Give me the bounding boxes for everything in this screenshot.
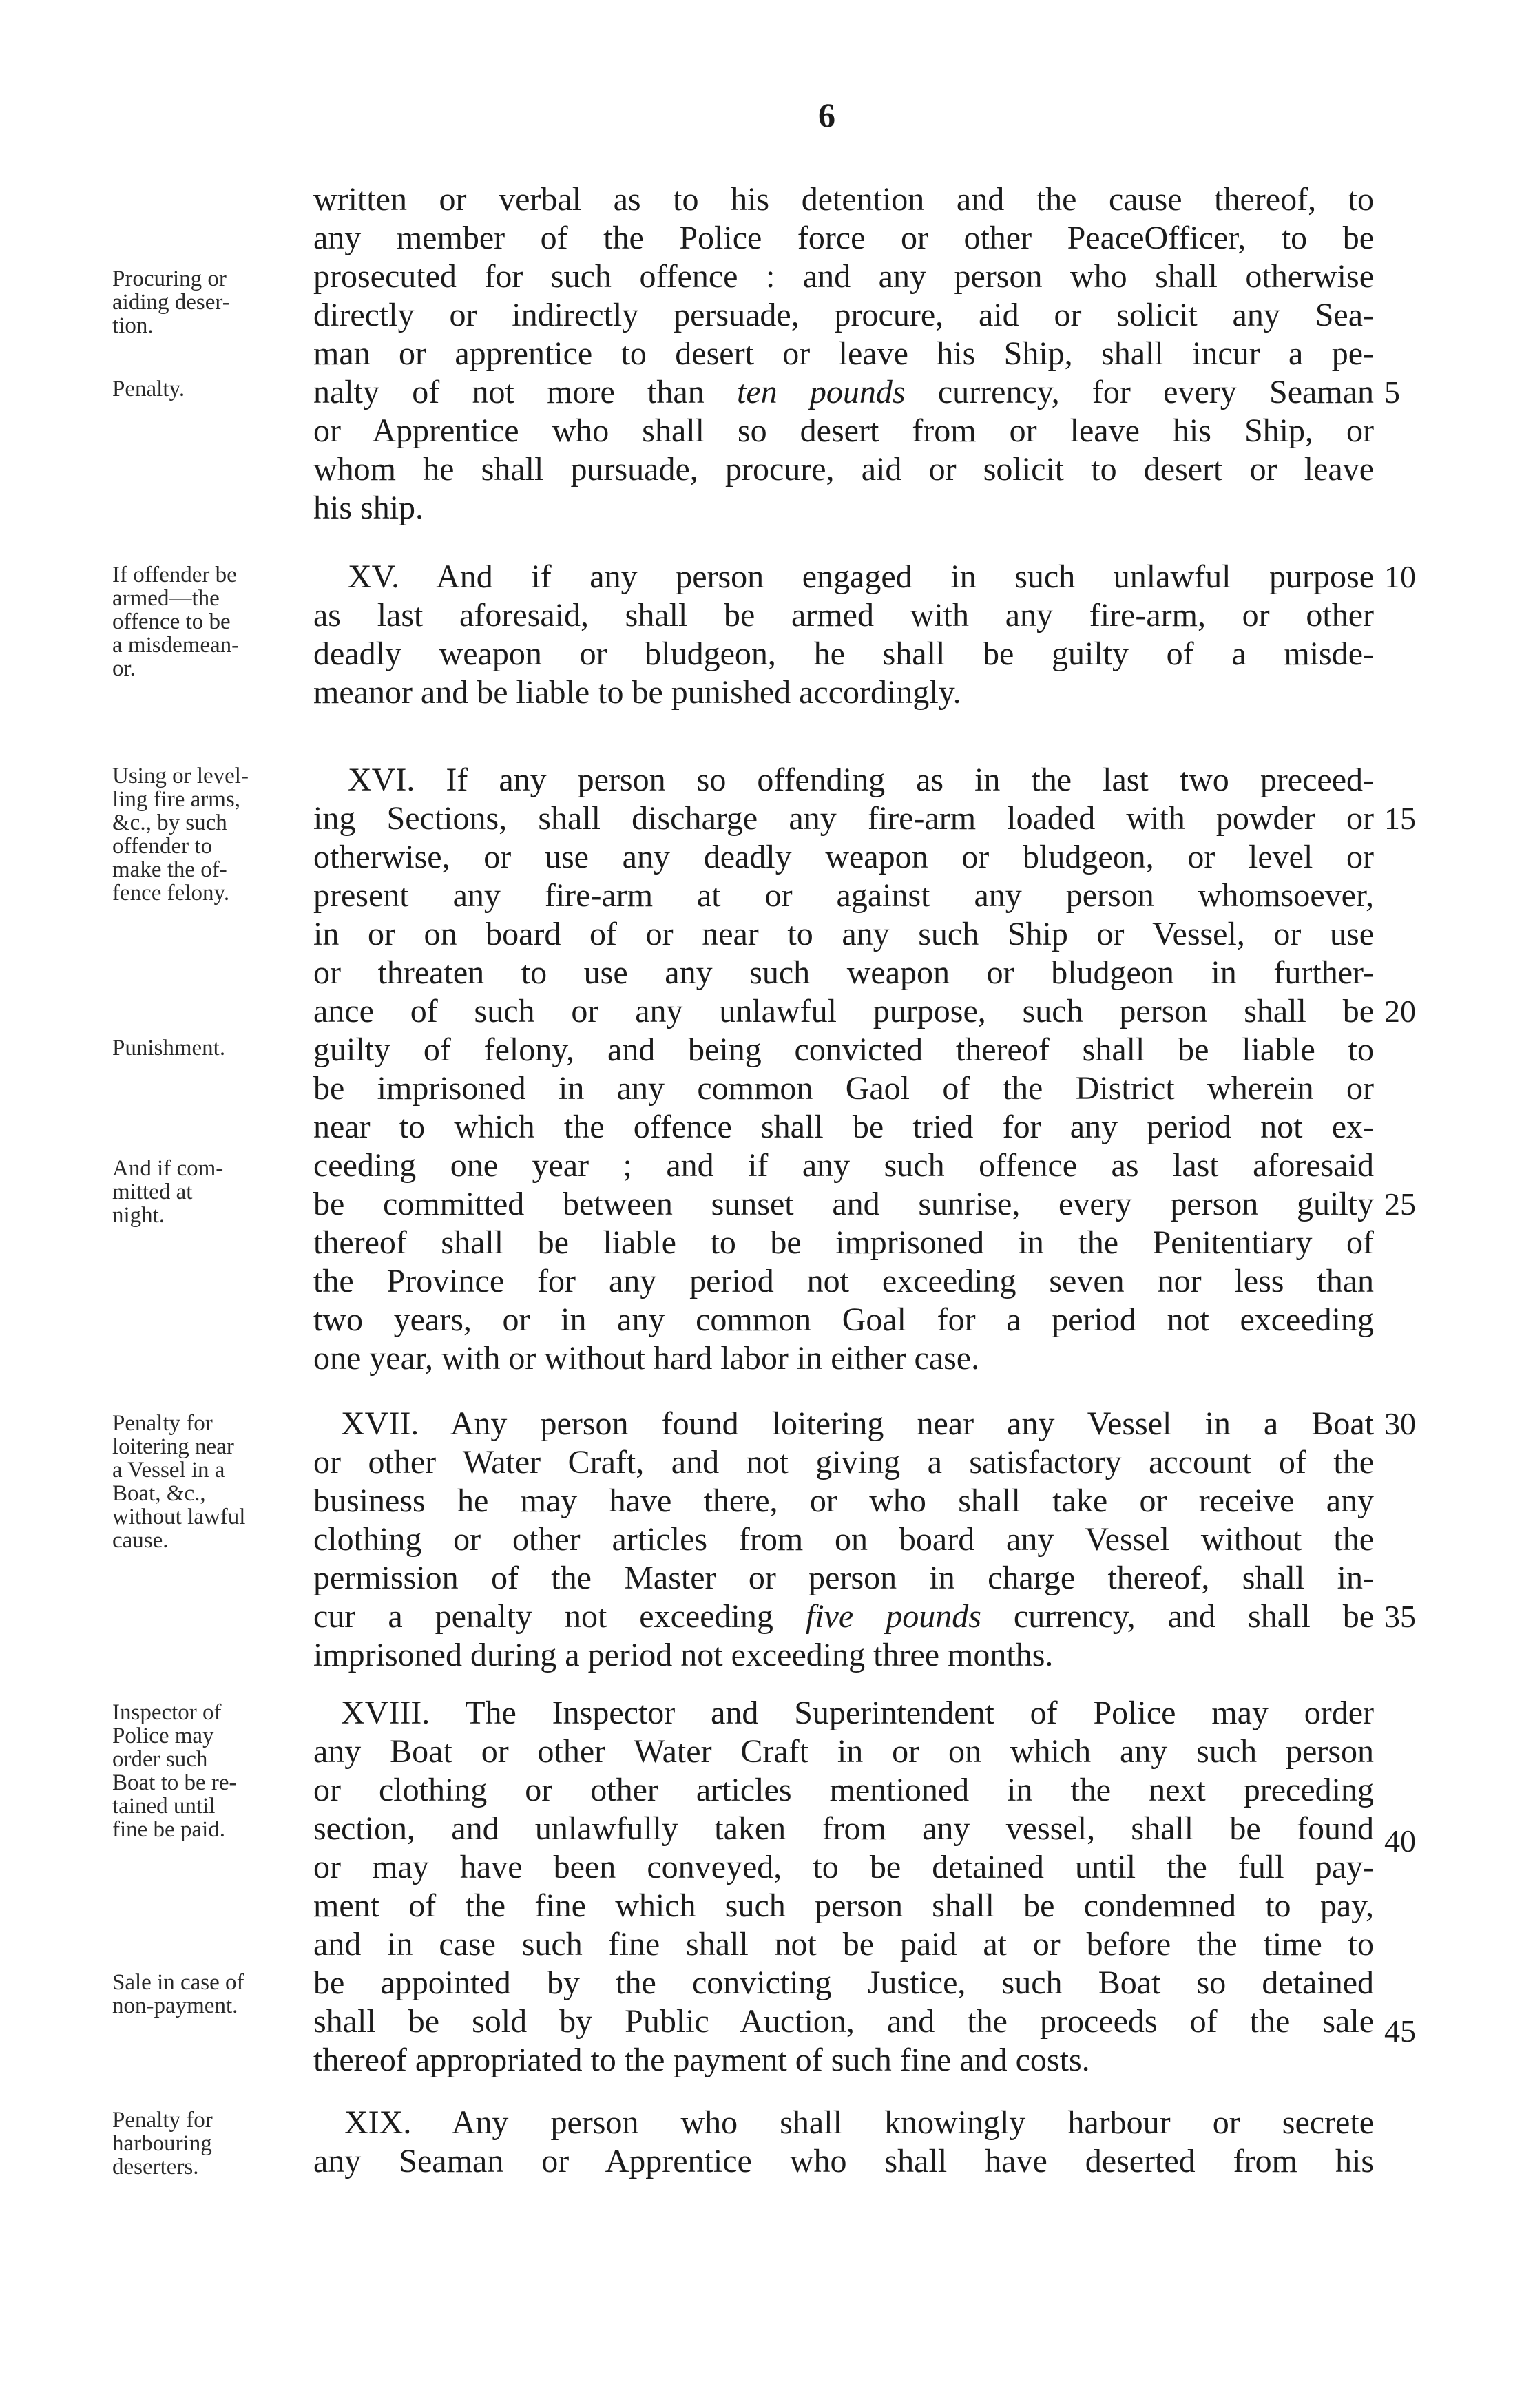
note-line: Using or level- [112, 764, 249, 788]
note-line: loitering near [112, 1434, 234, 1459]
marginal-note [112, 1701, 309, 1841]
note-line: Penalty for [112, 1411, 213, 1436]
note-line: without lawful [112, 1505, 246, 1529]
section-heading-line: XVII. Any person found loitering near any Vessel in a Boat [341, 1405, 1374, 1442]
note-line: make the of- [112, 857, 227, 882]
text-segment: cur a penalty not exceeding [313, 1598, 806, 1635]
text-line: ance of such or any unlawful purpose, such person shall be [313, 993, 1374, 1029]
marginal-note [112, 563, 309, 680]
marginal-note [112, 2108, 309, 2179]
note-line: harbouring [112, 2131, 212, 2156]
text-segment: currency, and shall be [981, 1598, 1374, 1635]
line-number: 30 [1384, 1406, 1416, 1441]
text-line: directly or indirectly persuade, procure, aid or solicit any Sea- [313, 297, 1374, 333]
text-line [313, 373, 1374, 412]
text-line: clothing or other articles from on board any Vessel without the [313, 1521, 1374, 1558]
marginal-note [112, 1036, 309, 1060]
page-number: 6 [818, 96, 835, 134]
text-line: ing Sections, shall discharge any fire-arm loaded with powder or [313, 800, 1374, 837]
line-number: 10 [1384, 559, 1416, 594]
line-number: 5 [1384, 375, 1400, 410]
marginal-note [112, 764, 309, 905]
note-line: ling fire arms, [112, 787, 241, 812]
note-line: Inspector of [112, 1700, 222, 1725]
text-line: business he may have there, or who shall take or receive any [313, 1483, 1374, 1519]
note-line: Boat, &c., [112, 1481, 206, 1506]
text-line: thereof shall be liable to be imprisoned in the Penitentiary of [313, 1224, 1374, 1261]
text-line: the Province for any period not exceeding seven nor less than [313, 1263, 1374, 1299]
text-line: permission of the Master or person in charge thereof, shall in- [313, 1560, 1374, 1596]
section-heading-line: XV. And if any person engaged in such unlawful purpose [348, 558, 1374, 595]
text-line: one year, with or without hard labor in either case. [313, 1340, 980, 1376]
text-line: ment of the fine which such person shall be condemned to pay, [313, 1887, 1374, 1924]
note-line: Penalty for [112, 2108, 213, 2133]
text-line: ceeding one year ; and if any such offence as last aforesaid [313, 1147, 1374, 1184]
note-line: Sale in case of [112, 1970, 244, 1995]
text-line: be imprisoned in any common Gaol of the District wherein or [313, 1070, 1374, 1107]
text-line: shall be sold by Public Auction, and the proceeds of the sale [313, 2003, 1374, 2040]
marginal-note [112, 1157, 309, 1227]
line-number: 35 [1384, 1599, 1416, 1634]
note-line: mitted at [112, 1180, 193, 1204]
text-line: man or apprentice to desert or leave his Ship, shall incur a pe- [313, 335, 1374, 372]
note-line: Punishment. [112, 1036, 226, 1060]
text-line: guilty of felony, and being convicted thereof shall be liable to [313, 1032, 1374, 1068]
text-line: or Apprentice who shall so desert from or leave his Ship, or [313, 412, 1374, 449]
marginal-note [112, 1971, 309, 2018]
line-number: 40 [1384, 1823, 1416, 1859]
text-line: be committed between sunset and sunrise, every person guilty [313, 1186, 1374, 1222]
italic-amount: ten pounds [736, 374, 906, 410]
marginal-note [112, 1412, 309, 1552]
note-line: If offender be [112, 563, 237, 587]
text-line: in or on board of or near to any such Ship or Vessel, or use [313, 916, 1374, 952]
note-line: And if com- [112, 1156, 224, 1181]
text-line: two years, or in any common Goal for a period not exceeding [313, 1301, 1374, 1338]
text-line: any member of the Police force or other PeaceOfficer, to be [313, 220, 1374, 256]
text-line: deadly weapon or bludgeon, he shall be guilty of a misde- [313, 636, 1374, 672]
text-line: and in case such fine shall not be paid at or before the time to [313, 1926, 1374, 1962]
text-line: thereof appropriated to the payment of such fine and costs. [313, 2042, 1090, 2078]
marginal-note [112, 267, 309, 337]
text-line: or threaten to use any such weapon or bludgeon in further- [313, 954, 1374, 991]
text-line: or other Water Craft, and not giving a satisfactory account of the [313, 1444, 1374, 1480]
text-line: imprisoned during a period not exceeding three months. [313, 1637, 1054, 1673]
note-line: offence to be [112, 609, 231, 634]
text-line: or clothing or other articles mentioned in the next preceding [313, 1772, 1374, 1808]
text-line: prosecuted for such offence : and any person who shall otherwise [313, 258, 1374, 295]
text-line: written or verbal as to his detention and the cause thereof, to [313, 181, 1374, 218]
text-line: be appointed by the convicting Justice, such Boat so detained [313, 1965, 1374, 2001]
text-line: meanor and be liable to be punished accordingly. [313, 674, 961, 711]
line-number: 25 [1384, 1186, 1416, 1222]
note-line: Procuring or [112, 266, 227, 291]
marginal-note [112, 377, 309, 401]
text-line: any Seaman or Apprentice who shall have deserted from his [313, 2143, 1374, 2179]
text-line: any Boat or other Water Craft in or on which any such person [313, 1733, 1374, 1770]
note-line: a Vessel in a [112, 1458, 225, 1483]
line-number: 15 [1384, 801, 1416, 836]
note-line: cause. [112, 1528, 169, 1553]
text-line: his ship. [313, 490, 424, 526]
section-heading-line: XVIII. The Inspector and Superintendent of Police may order [341, 1695, 1374, 1731]
note-line: offender to [112, 834, 213, 859]
line-number: 20 [1384, 994, 1416, 1029]
text-segment: currency, for every Seaman [905, 374, 1374, 410]
note-line: fence felony. [112, 881, 230, 905]
note-line: fine be paid. [112, 1817, 226, 1842]
note-line: aiding deser- [112, 290, 230, 315]
note-line: &c., by such [112, 810, 227, 835]
italic-amount: five pounds [805, 1598, 981, 1635]
text-line: otherwise, or use any deadly weapon or bludgeon, or level or [313, 839, 1374, 875]
note-line: non-payment. [112, 1993, 238, 2018]
text-line: near to which the offence shall be tried for any period not ex- [313, 1109, 1374, 1145]
text-segment: nalty of not more than [313, 374, 737, 410]
text-line: as last aforesaid, shall be armed with any fire-arm, or other [313, 597, 1374, 634]
note-line: or. [112, 656, 136, 681]
note-line: armed—the [112, 586, 220, 611]
note-line: Penalty. [112, 377, 185, 401]
text-line: or may have been conveyed, to be detained until the full pay- [313, 1849, 1374, 1885]
text-line: whom he shall pursuade, procure, aid or solicit to desert or leave [313, 451, 1374, 488]
section-heading-line: XIX. Any person who shall knowingly harbour or secrete [344, 2104, 1374, 2141]
text-line: present any fire-arm at or against any person whomsoever, [313, 877, 1374, 914]
text-line: section, and unlawfully taken from any vessel, shall be found [313, 1810, 1374, 1847]
note-line: Boat to be re- [112, 1770, 237, 1795]
line-number: 45 [1384, 2013, 1416, 2049]
note-line: deserters. [112, 2155, 199, 2179]
section-heading-line: XVI. If any person so offending as in the last two preceed- [348, 762, 1374, 798]
note-line: tained until [112, 1794, 216, 1819]
note-line: a misdemean- [112, 633, 240, 658]
text-line [313, 1598, 1374, 1636]
note-line: tion. [112, 313, 154, 338]
note-line: Police may [112, 1724, 214, 1748]
note-line: night. [112, 1203, 165, 1228]
note-line: order such [112, 1747, 208, 1772]
